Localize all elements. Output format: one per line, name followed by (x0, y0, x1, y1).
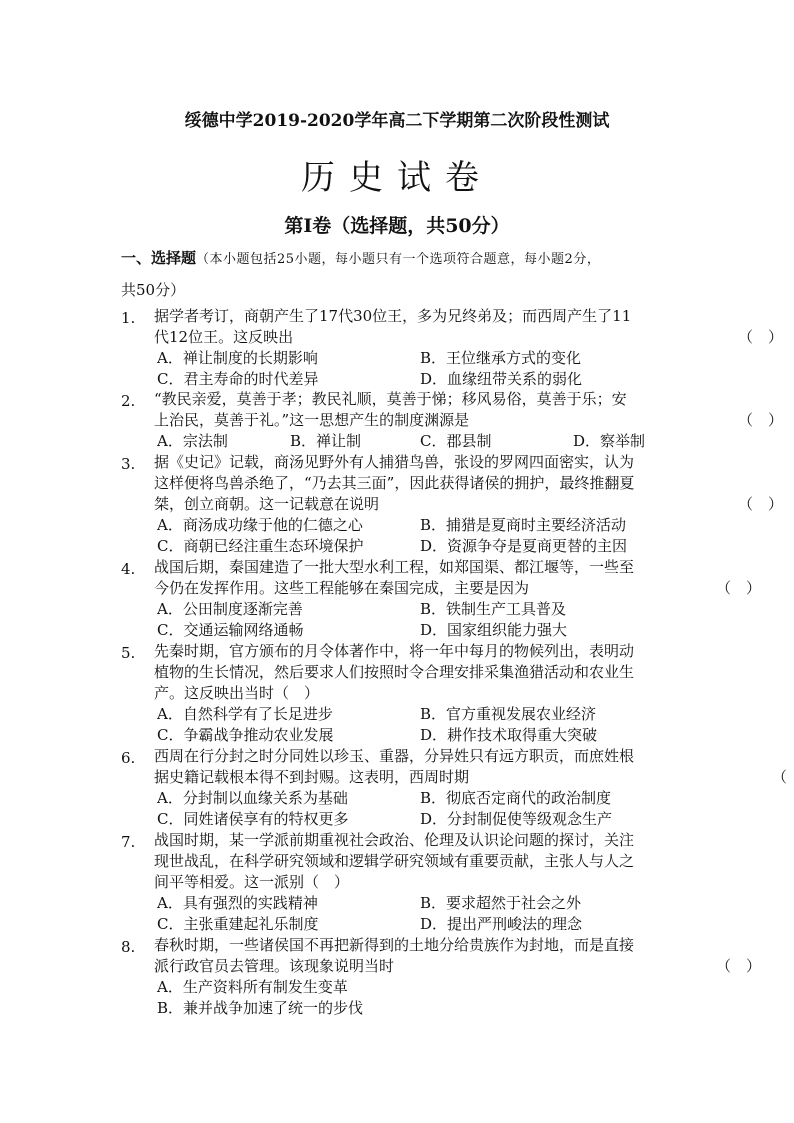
option-a: A．生产资料所有制发生变革 (157, 978, 348, 996)
question-text: 植物的生长情况，然后要求人们按照时令合理安排采集渔猎活动和农业生 (154, 663, 635, 681)
question-text: 据史籍记载根本得不到封赐。这表明，西周时期 (154, 768, 470, 786)
instructions-detail: （本小题包括25小题，每小题只有一个选项符合题意，每小题2分， (196, 252, 601, 267)
question-text: 派行政官员去管理。该现象说明当时 (154, 957, 395, 975)
page-title: 历史试卷 (301, 158, 493, 198)
answer-parentheses: （ ） (738, 495, 784, 513)
option-a: A．宗法制 (157, 432, 228, 450)
option-d: D．耕作技术取得重大突破 (420, 726, 598, 744)
option-a: A．自然科学有了长足进步 (157, 705, 333, 723)
question-text: 战国时期，某一学派前期重视社会政治、伦理及认识论问题的探讨，关注 (154, 831, 635, 849)
option-a: A．禅让制度的长期影响 (157, 349, 318, 367)
answer-parentheses: （ ） (716, 957, 762, 975)
question-number: 8. (121, 938, 136, 956)
option-c: C．君主寿命的时代差异 (157, 370, 319, 388)
question-text: 上治民，莫善于礼。”这一思想产生的制度渊源是 (154, 411, 470, 429)
question-text: 现世战乱，在科学研究领域和逻辑学研究领域有重要贡献，主张人与人之 (154, 852, 635, 870)
option-b: B．要求超然于社会之外 (420, 894, 582, 912)
option-a: A．分封制以血缘关系为基础 (157, 789, 348, 807)
option-c: C．同姓诸侯享有的特权更多 (157, 810, 349, 828)
question-text: 先秦时期，官方颁布的月令体著作中，将一年中每月的物候列出，表明动 (154, 642, 635, 660)
question-text: 代12位王。这反映出 (154, 328, 294, 346)
question-number: 5. (121, 644, 136, 662)
option-d: D．血缘纽带关系的弱化 (420, 370, 583, 388)
option-c: C．交通运输网络通畅 (157, 621, 304, 639)
option-d: D．资源争夺是夏商更替的主因 (420, 537, 628, 555)
question-number: 3. (121, 455, 136, 473)
question-text: 这样便将鸟兽杀绝了，“乃去其三面”，因此获得诸侯的拥护，最终推翻夏 (154, 474, 635, 492)
option-b: B．彻底否定商代的政治制度 (420, 789, 612, 807)
question-text: 据学者考订，商朝产生了17代30位王，多为兄终弟及；而西周产生了11 (154, 307, 632, 325)
option-c: C．主张重建起礼乐制度 (157, 915, 319, 933)
question-text: 今仍在发挥作用。这些工程能够在秦国完成，主要是因为 (154, 579, 530, 597)
question-number: 6. (121, 749, 136, 767)
question-text: 春秋时期，一些诸侯国不再把新得到的土地分给贵族作为封地，而是直接 (154, 936, 635, 954)
question-number: 2. (121, 392, 136, 410)
option-b: B．铁制生产工具普及 (420, 600, 567, 618)
section-title: 第Ⅰ卷（选择题，共50分） (284, 215, 510, 237)
option-b: B．官方重视发展农业经济 (420, 705, 597, 723)
option-d: D．提出严刑峻法的理念 (420, 915, 583, 933)
option-b: B．捕猎是夏商时主要经济活动 (420, 516, 627, 534)
instructions-lead: 一、选择题 (121, 249, 197, 267)
question-text: 据《史记》记载，商汤见野外有人捕猎鸟兽，张设的罗网四面密实，认为 (154, 453, 635, 471)
question-number: 7. (121, 833, 136, 851)
option-b: B．禅让制 (290, 432, 362, 450)
question-text: 产。这反映出当时（ ） (154, 684, 320, 702)
instructions-line-2: 共50分） (121, 281, 186, 299)
option-a: A．商汤成功缘于他的仁德之心 (157, 516, 363, 534)
answer-parentheses: （ ） (738, 411, 784, 429)
option-c: C．商朝已经注重生态环境保护 (157, 537, 364, 555)
question-text: 桀，创立商朝。这一记载意在说明 (154, 495, 380, 513)
answer-parentheses: （ ） (716, 579, 762, 597)
instructions-line-1 (121, 247, 600, 268)
school-exam-line: 绥德中学2019-2020学年高二下学期第二次阶段性测试 (184, 111, 610, 131)
option-d: D．国家组织能力强大 (420, 621, 568, 639)
option-d: D．分封制促使等级观念生产 (420, 810, 613, 828)
option-b: B．兼并战争加速了统一的步伐 (157, 999, 364, 1017)
option-c: C．郡县制 (420, 432, 492, 450)
question-text: 战国后期，秦国建造了一批大型水利工程，如郑国渠、都江堰等，一些至 (154, 558, 635, 576)
option-b: B．王位继承方式的变化 (420, 349, 582, 367)
option-d: D．察举制 (573, 432, 646, 450)
answer-parentheses: （ (772, 768, 788, 786)
question-text: 西周在行分封之时分同姓以珍玉、重器，分异姓只有远方职贡，而庶姓根 (154, 747, 635, 765)
question-text: 间平等相爱。这一派别（ ） (154, 873, 350, 891)
question-number: 1. (121, 309, 136, 327)
question-text: “教民亲爱，莫善于孝；教民礼顺，莫善于悌；移风易俗，莫善于乐；安 (154, 390, 627, 408)
option-a: A．具有强烈的实践精神 (157, 894, 318, 912)
option-c: C．争霸战争推动农业发展 (157, 726, 334, 744)
answer-parentheses: （ ） (738, 328, 784, 346)
option-a: A．公田制度逐渐完善 (157, 600, 303, 618)
question-number: 4. (121, 560, 136, 578)
